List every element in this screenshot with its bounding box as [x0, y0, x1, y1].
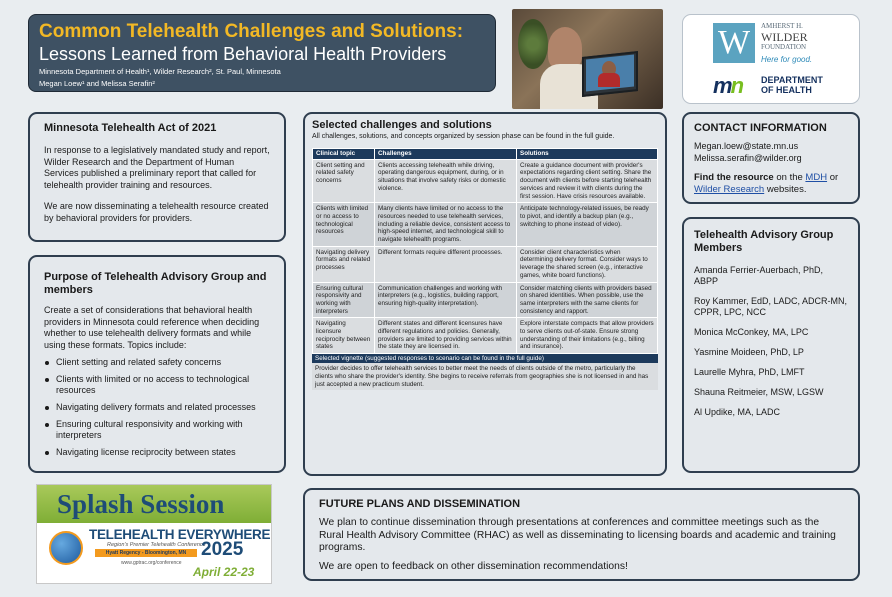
contact-panel — [682, 112, 860, 204]
poster-title: Common Telehealth Challenges and Solutions: — [39, 21, 464, 42]
act-title: Minnesota Telehealth Act of 2021 — [44, 122, 217, 134]
topic-list — [44, 357, 270, 458]
purpose-panel — [28, 255, 286, 473]
table-row: Navigating delivery formats and related processes Different formats require different processes. Consider client characteristics when determining delivery format. Consider ways to leverage the shared screen (e.g., interactive games, white board functions). — [313, 246, 658, 282]
globe-icon — [49, 531, 83, 565]
poster-header — [28, 14, 496, 92]
act-paragraph-1: In response to a legislatively mandated study and report, Wilder Research and the Department of Human Services published a preliminary report that called for telehealth provider training and resources. — [44, 145, 270, 190]
contact-email-megan: Megan.loew@state.mn.us — [694, 141, 799, 151]
list-item: Laurelle Myhra, PhD, LMFT — [694, 367, 805, 377]
list-item: Shauna Reitmeier, MSW, LGSW — [694, 387, 824, 397]
mdh-link[interactable]: MDH — [805, 172, 828, 183]
wilder-logo: W — [713, 23, 755, 63]
wilder-tagline: Here for good. — [761, 55, 813, 64]
list-item: Ensuring cultural responsivity and working with interpreters — [44, 419, 270, 441]
future-title: FUTURE PLANS AND DISSEMINATION — [319, 498, 521, 510]
future-paragraph-2: We are open to feedback on other dissemination recommendations! — [319, 560, 628, 572]
list-item: Clients with limited or no access to technological resources — [44, 374, 270, 396]
list-item: Yasmine Moideen, PhD, LP — [694, 347, 804, 357]
splash-title: Splash Session — [57, 489, 225, 519]
conference-name: TELEHEALTH EVERYWHERE — [89, 527, 271, 542]
challenges-table — [312, 148, 658, 354]
wilder-research-link[interactable]: Wilder Research — [694, 183, 765, 195]
members-title: Telehealth Advisory Group Members — [694, 229, 834, 254]
purpose-title: Purpose of Telehealth Advisory Group and members — [44, 271, 267, 296]
affiliations: Minnesota Department of Health¹, Wilder Research², St. Paul, Minnesota — [39, 67, 281, 76]
logo-panel — [682, 14, 860, 104]
poster-subtitle: Lessons Learned from Behavioral Health Providers — [39, 44, 447, 64]
wilder-wordmark: AMHERST H. WILDER FOUNDATION — [761, 22, 808, 51]
splash-session-badge — [36, 484, 272, 584]
table-row: Client setting and related safety concerns Clients accessing telehealth while driving, operating dangerous equipment, during, or in situations that involve safety risks or domestic violence. Create a guidance document with provider's expectations regarding client setting. Share the document with clients before starting telehealth services and review it with clients during the first session. Have crisis resources available. — [313, 159, 658, 203]
telehealth-photo — [512, 9, 663, 109]
future-plans-panel — [303, 488, 860, 581]
conference-year: 2025 — [201, 539, 244, 560]
authors: Megan Loew¹ and Melissa Serafin² — [39, 79, 155, 88]
table-row: Navigating licensure reciprocity between states Different states and different licensures have different regulations and policies. Generally, providers are limited to providing services within the state they are licensed in. Explore interstate compacts that allow providers to serve clients out-of-state. Ensure strong understanding of their limitations (e.g., billing and insurance). — [313, 318, 658, 354]
table-row: Clients with limited or no access to technological resources Many clients have limited or no access to the resources needed to use telehealth services, including a reliable device, consistent access to high-speed internet, and technological skill to navigate telehealth programs. Anticipate technology-related issues, be ready to pivot, and identify a backup plan (e.g., switching to phone instead of video). — [313, 203, 658, 247]
vignette-text: Provider decides to offer telehealth services to better meet the needs of clients outside of the metro, particularly the clients who share the provider's identity. She begins to receive referrals from geographies she is not licensed in and has just accepted a new practicum student. — [312, 363, 658, 390]
find-resource-text: Find the resource on the MDH or Wilder Research websites. — [694, 172, 839, 195]
contact-title: CONTACT INFORMATION — [694, 122, 827, 134]
challenges-subtitle: All challenges, solutions, and concepts organized by session phase can be found in the full guide. — [312, 133, 615, 140]
column-header: Solutions — [517, 149, 658, 160]
mn-logo: mn — [713, 73, 743, 98]
challenges-panel — [303, 112, 667, 476]
conference-url: www.gptrac.org/conference — [121, 560, 182, 566]
vignette-title: Selected vignette (suggested responses to scenario can be found in the full guide) — [312, 354, 658, 363]
future-paragraph-1: We plan to continue dissemination through presentations at conferences and committee meetings such as the Rural Health Advisory Committee (RHAC) as well as disseminating to licensing boards and academic and training programs. — [319, 517, 836, 553]
telehealth-act-panel — [28, 112, 286, 242]
list-item: Navigating delivery formats and related processes — [44, 402, 270, 413]
list-item: Client setting and related safety concerns — [44, 357, 270, 368]
list-item: Monica McConkey, MA, LPC — [694, 327, 809, 337]
list-item: Navigating license reciprocity between states — [44, 447, 270, 458]
contact-email-melissa: Melissa.serafin@wilder.org — [694, 152, 802, 163]
column-header: Clinical topic — [313, 149, 375, 160]
conference-venue: Hyatt Regency - Bloomington, MN — [95, 549, 197, 557]
table-row: Ensuring cultural responsivity and working with interpreters Communication challenges and working with interpreters (e.g., logistics, building rapport, ensuring high-quality interpretation). Consider matching clients with providers based on shared identities. When possible, use the same interpreters with the same clients for consistency and rapport. — [313, 282, 658, 318]
conference-dates: April 22-23 — [193, 565, 255, 579]
challenges-title: Selected challenges and solutions — [312, 119, 492, 131]
purpose-intro: Create a set of considerations that behavioral health providers in Minnesota could reference when deciding whether to use telehealth delivery formats and while using these formats. Topics include: — [44, 305, 260, 350]
members-panel — [682, 217, 860, 473]
list-item: Amanda Ferrier-Auerbach, PhD, ABPP — [694, 265, 824, 286]
mn-wordmark: DEPARTMENT OF HEALTH — [761, 75, 823, 95]
column-header: Challenges — [375, 149, 517, 160]
conference-subtitle: Region's Premier Telehealth Conference — [107, 542, 206, 548]
act-paragraph-2: We are now disseminating a telehealth resource created by behavioral providers for providers. — [44, 201, 269, 223]
list-item: Al Updike, MA, LADC — [694, 407, 781, 417]
list-item: Roy Kammer, EdD, LADC, ADCR-MN, CPPR, LPC, NCC — [694, 296, 848, 317]
